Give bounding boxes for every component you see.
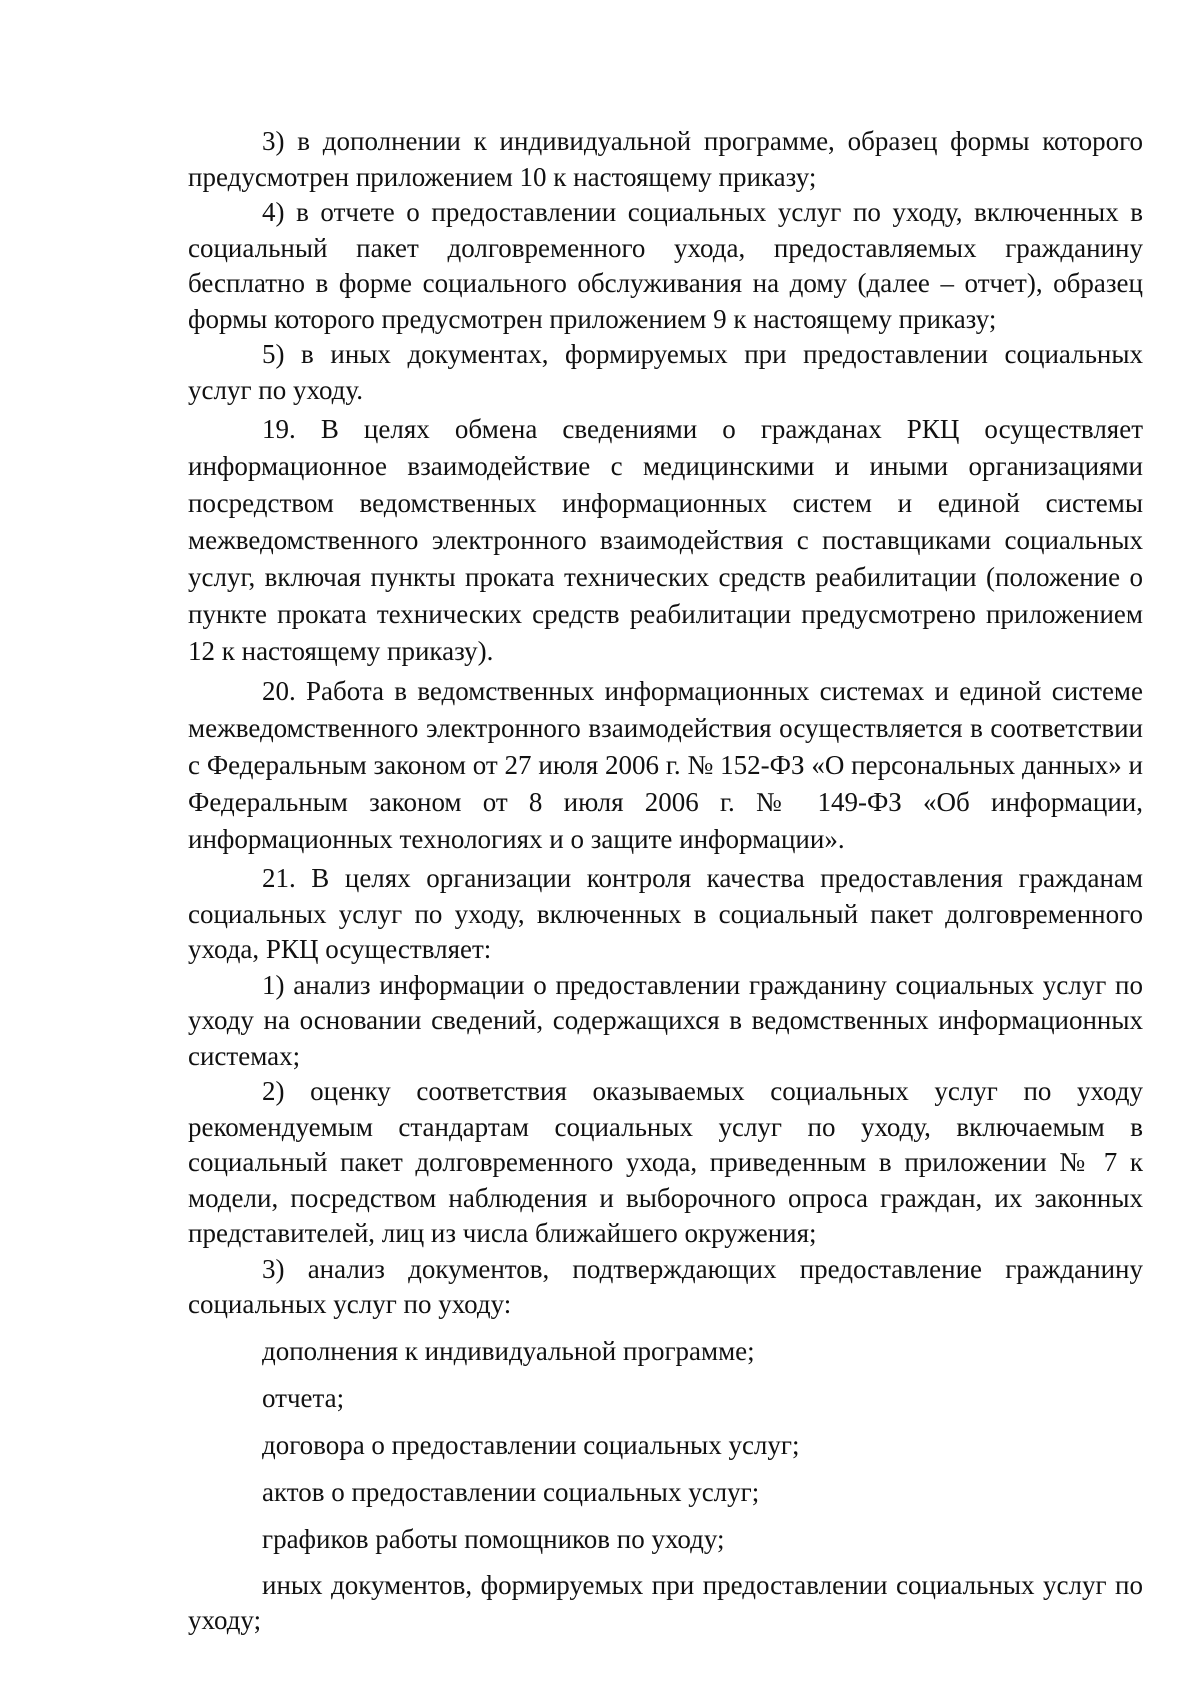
paragraph-clause-21-item-2: 2) оценку соответствия оказываемых социальных услуг по уходу рекомендуемым стандартам социальных услуг по уходу, включаемым в социальный пакет долговременного ухода, приведенным в приложении № 7 к модели, посредством наблюдения и выборочного опроса граждан, их законных представителей, лиц из числа ближайшего окружения; xyxy=(188,1076,1143,1248)
list-item-schedules: графиков работы помощников по уходу; xyxy=(262,1523,725,1554)
paragraph-item-3-supplement: 3) в дополнении к индивидуальной программе, образец формы которого предусмотрен приложением 10 к настоящему приказу; xyxy=(188,126,1143,192)
paragraph-item-5-other-documents: 5) в иных документах, формируемых при предоставлении социальных услуг по уходу. xyxy=(188,339,1143,405)
paragraph-clause-19: 19. В целях обмена сведениями о гражданах РКЦ осуществляет информационное взаимодействие с медицинскими и иными организациями посредством ведомственных информационных систем и единой системы межведомственного электронного взаимодействия с поставщиками социальных услуг, включая пункты проката технических средств реабилитации (положение о пункте проката технических средств реабилитации предусмотрено приложением 12 к настоящему приказу). xyxy=(188,414,1143,666)
document-body xyxy=(188,124,1143,1639)
paragraph-clause-21: 21. В целях организации контроля качества предоставления гражданам социальных услуг по уходу, включенных в социальный пакет долговременного ухода, РКЦ осуществляет: xyxy=(188,863,1143,964)
paragraph-other-documents: иных документов, формируемых при предоставлении социальных услуг по уходу; xyxy=(188,1569,1143,1635)
paragraph-clause-21-item-1: 1) анализ информации о предоставлении гражданину социальных услуг по уходу на основании сведений, содержащихся в ведомственных информационных системах; xyxy=(188,969,1143,1071)
paragraph-clause-21-item-3: 3) анализ документов, подтверждающих предоставление гражданину социальных услуг по уходу: xyxy=(188,1253,1143,1319)
list-item-acts: актов о предоставлении социальных услуг; xyxy=(262,1476,760,1507)
paragraph-item-4-report: 4) в отчете о предоставлении социальных услуг по уходу, включенных в социальный пакет долговременного ухода, предоставляемых гражданину бесплатно в форме социального обслуживания на дому (далее – отчет), образец формы которого предусмотрен приложением 9 к настоящему приказу; xyxy=(188,197,1143,334)
paragraph-clause-20: 20. Работа в ведомственных информационных системах и единой системе межведомственного электронного взаимодействия осуществляется в соответствии с Федеральным законом от 27 июля 2006 г. № 152-ФЗ «О персональных данных» и Федеральным законом от 8 июля 2006 г. № 149-ФЗ «Об информации, информационных технологиях и о защите информации». xyxy=(188,676,1143,854)
list-item-supplement: дополнения к индивидуальной программе; xyxy=(262,1335,755,1366)
list-item-contract: договора о предоставлении социальных услуг; xyxy=(262,1429,800,1460)
list-item-report: отчета; xyxy=(262,1382,345,1413)
